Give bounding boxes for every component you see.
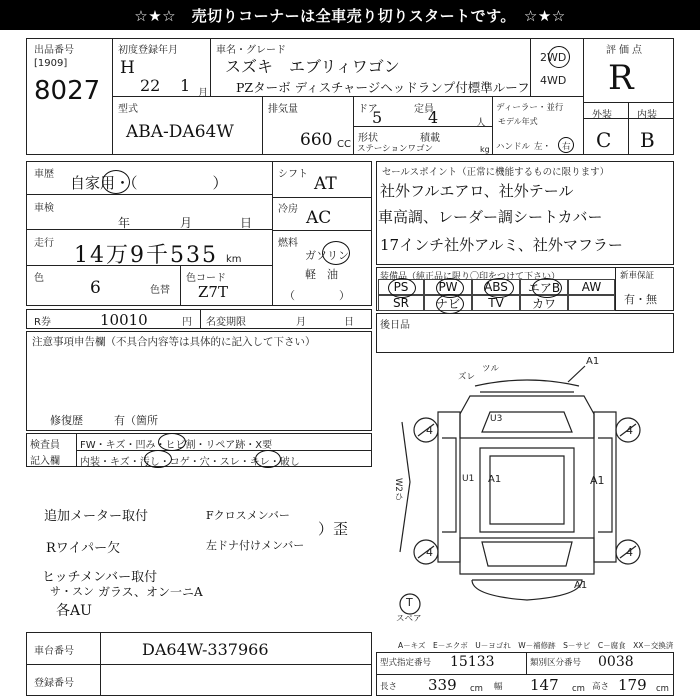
handle-right: 右 [562,142,571,152]
capacity: 4 [428,108,439,127]
doors: 5 [372,108,383,127]
history-circle [102,170,130,194]
fuel-other: （ ） [284,289,350,302]
name-change-month: 月 [296,317,306,328]
recycle-label: R券 [34,317,51,328]
color-code: Z7T [198,283,228,301]
repair-value: 有（箇所 [114,414,158,427]
car-diagram [380,352,674,622]
hand-note-1: 追加メーター取付 [44,509,149,524]
recycle-frame [26,309,372,329]
chassis: DA64W-337966 [142,640,269,659]
inspect-month: 月 [180,216,193,230]
equip-navi: ナビ [424,295,472,311]
equip-leather: カワ [520,295,568,311]
equip-ps-circle [388,278,416,298]
model-year-label: モデル年式 [498,117,538,126]
height-label: 高さ [592,682,610,692]
hand-note-3: ヒッチメンバー取付 [42,570,158,585]
equip-tv: TV [472,295,520,311]
drive-4wd: 4WD [540,74,567,87]
length-label: 長さ [380,682,398,692]
top-note-2: ツル [482,364,500,374]
fuel-gasoline: ガソリン [305,249,349,262]
ext-label: 外装 [592,110,612,121]
yen-unit: 円 [182,317,192,328]
lot-number: 8027 [34,76,101,106]
shift-label: シフト [278,169,308,180]
km-unit: km [226,254,242,265]
equip-aw: AW [568,279,615,295]
aircon-label: 冷房 [278,204,298,215]
int-label: 内装 [637,110,657,121]
mark-4-rl: 4 [426,546,433,559]
equip-navi-circle [436,294,464,314]
side-note: W2ひ [393,478,403,501]
equip-pw: PW [424,279,472,295]
history: 自家用・（ ） [70,174,228,192]
hand-note-7: ガラス、オン一ニA [98,585,203,599]
rear-window [482,542,572,566]
hand-note-8: 各AU [56,603,92,619]
hand-note-2: Rワイパー欠 [46,541,121,556]
width-unit: cm [572,684,585,694]
hand-mark: ）歪 [318,520,349,538]
name-change-day: 日 [344,317,354,328]
handle-label: ハンドル [496,142,531,152]
hand-note-5: 左ドナ付けメンバー [206,539,305,552]
color-swap-label: 色替 [150,285,170,296]
left-side [438,412,460,562]
owner-label: 後日品 [380,320,410,331]
mark-4-fl: 4 [426,424,433,437]
inspect-label: 車検 [34,203,54,214]
class-label: 類別区分番号 [530,658,582,668]
right-side [594,412,616,562]
aircon: AC [306,208,332,228]
recycle: 10010 [100,311,148,329]
hand-note-4: Fクロスメンバー [206,509,290,522]
reg-label: 登録番号 [34,678,74,689]
spare-mark: T [406,596,413,609]
capacity-label: 定員 [414,104,434,115]
top-banner: ☆★☆ 売切りコーナーは全車売り切りスタートです。 ☆★☆ [0,0,700,30]
legend: A－キズ E－エクボ U－ヨゴれ W－補修跡 S－サビ C－腐食 XX－交換済 [398,641,674,650]
model: ABA-DA64W [126,122,234,142]
car-name: スズキ エブリィワゴン [225,57,400,76]
sales-label: セールスポイント（正常に機能するものに限ります） [382,167,610,178]
height: 179 [618,676,647,694]
mark-4-rr: 4 [626,546,633,559]
interior-row: 内装・キズ・汚し・コゲ・穴・スレ・キレ・破し [80,457,300,468]
grade: PZターボ ディスチャージヘッドランプ付標準ルーフ [236,80,530,95]
handle-right-circle [558,137,574,153]
mileage-label: 走行 [34,238,54,249]
displacement-label: 排気量 [268,104,298,115]
spare-label: スペア [396,614,422,624]
hand-note-6: サ・スン [50,585,94,598]
int-grade: B [640,128,655,152]
length: 339 [428,676,457,694]
new-car-value: 有・無 [624,293,657,306]
first-reg-label: 初度登録年月 [118,45,178,56]
rear-body [460,538,594,574]
sales-line-2: 車高調、レーダー調シートカバー [378,208,603,226]
month-unit: 月 [198,88,208,99]
dirt-circle [144,450,172,468]
inspect-day: 日 [240,216,253,230]
class-no: 0038 [598,654,634,670]
month: 1 [180,76,191,95]
fuel-circle [322,241,350,265]
roof [480,448,574,532]
mileage: 14万9千535 [74,243,218,268]
fuel-diesel: 軽 油 [305,268,338,281]
top-note-1: ズレ [458,372,476,382]
type-spec: 15133 [450,654,495,670]
owner-frame [376,313,674,353]
repair-label: 修復歴 [50,414,83,427]
height-unit: cm [656,684,669,694]
color-code-label: 色コード [186,273,226,284]
mark-a1-top: A1 [586,356,600,367]
equipment-label: 装備品（純正品に限り〇印をつけて下さい） [380,272,561,282]
mark-u1: U1 [462,474,475,484]
caution-label: 注意事項申告欄（不具合内容等は具体的に記入して下さい） [32,336,316,348]
ext-grade: C [596,128,612,152]
shift: AT [314,174,337,194]
drive-2wd-circle [548,46,570,68]
era: H [120,58,135,78]
fuel-label: 燃料 [278,238,298,249]
equip-abs: ABS [472,279,520,295]
capacity-unit: 人 [476,118,486,129]
width-label: 幅 [494,682,503,692]
grade-label: 評価点 [606,45,645,56]
equip-sr: SR [378,295,424,311]
mark-u3: U3 [490,414,503,424]
shape-label: 形状 [358,133,378,144]
door-label: ドア [358,104,378,115]
equip-blank [568,295,615,311]
equip-airbag: エアB [520,279,568,295]
year: 22 [140,76,161,95]
color-value: 6 [90,278,101,298]
chassis-label: 車台番号 [34,646,74,657]
mark-4-fr: 4 [626,424,633,437]
displacement: 660 [300,130,333,150]
sales-line-1: 社外フルエアロ、社外テール [380,182,574,200]
equip-abs-circle [484,278,514,298]
kg-unit: kg [480,145,490,154]
rear-bumper [472,580,582,600]
name-label: 車名・グレード [216,45,286,56]
mark-a1-right: A1 [590,474,605,487]
load-label: 積載 [420,133,440,144]
dent-circle [158,433,186,451]
cc-unit: CC [337,139,351,150]
mark-a1-rear: A1 [574,580,588,591]
shape: ステーションワゴン [357,144,433,154]
length-unit: cm [470,684,483,694]
name-change-label: 名変期限 [206,317,246,328]
type-spec-label: 型式指定番号 [380,658,432,668]
equip-airbag-circle [532,278,562,298]
front-bumper [475,380,579,386]
wear-circle [255,450,281,468]
drive-2wd: 2WD [540,51,567,64]
mark-a1-left: A1 [488,474,502,485]
inspect-year: 年 [118,216,131,230]
lot-label: 出品番号 [34,45,74,56]
history-label: 車歴 [34,169,54,180]
lot-sub: [1909] [34,58,68,69]
color-label: 色 [34,273,44,284]
inspector-label: 検査員 [30,440,60,451]
entry-label: 記入欄 [30,456,60,467]
equip-ps: PS [378,279,424,295]
dealer-label: ディーラー・並行 [496,103,564,113]
model-label: 型式 [118,104,138,115]
score: R [608,58,634,98]
width: 147 [530,676,559,694]
sales-line-3: 17インチ社外アルミ、社外マフラー [380,236,623,254]
new-car-label: 新車保証 [620,271,655,281]
handle-left: 左・ [534,142,552,152]
exterior-row: FW・キズ・凹み・ヒビ割・リペア跡・X要 [80,440,273,451]
